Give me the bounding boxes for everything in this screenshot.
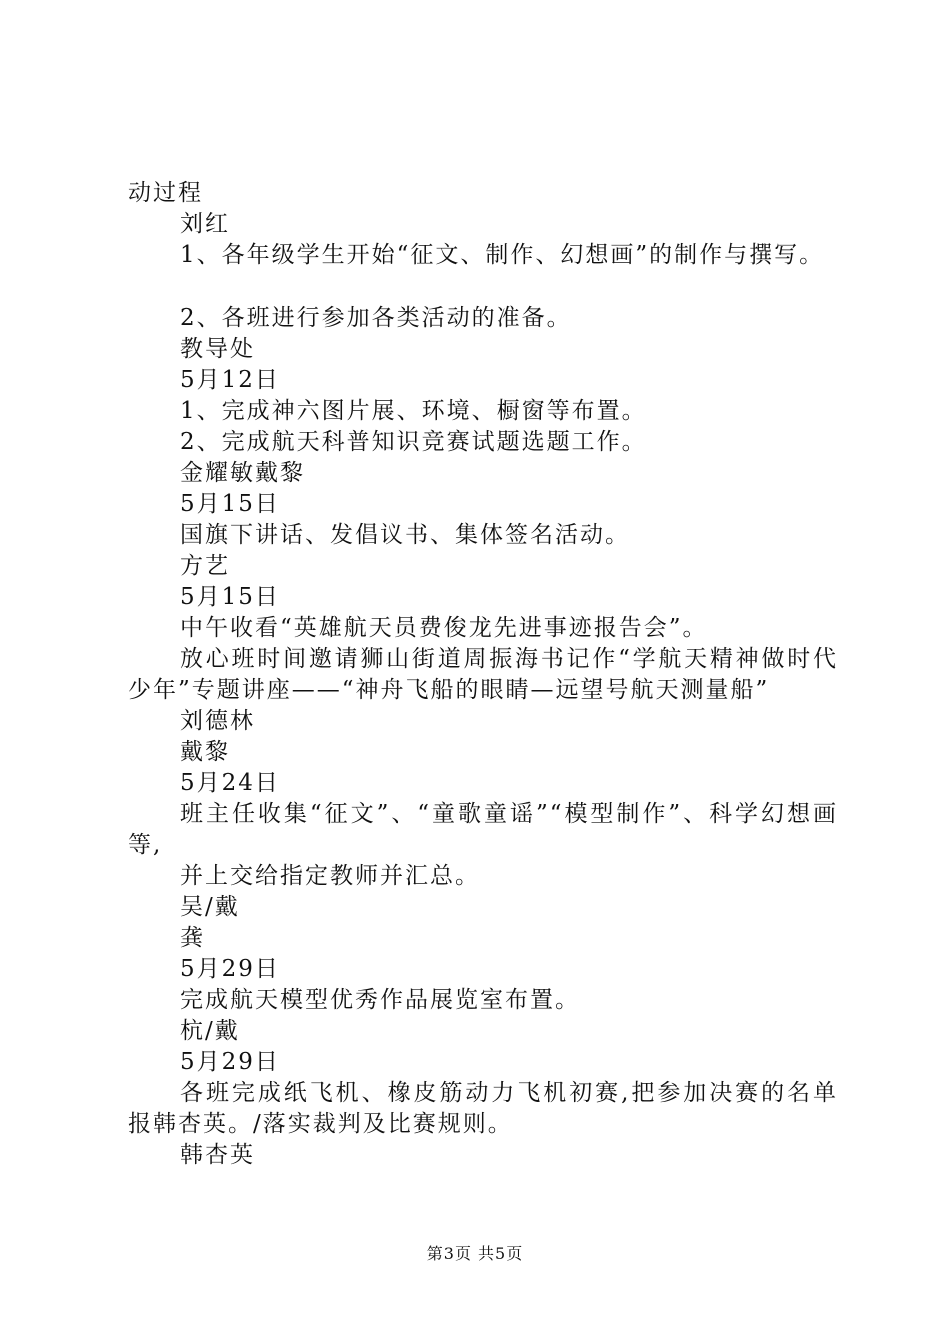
text-line: 完成航天模型优秀作品展览室布置。 bbox=[180, 987, 580, 1013]
text-line: 1、各年级学生开始“征文、制作、幻想画”的制作与撰写。 bbox=[180, 242, 825, 268]
text-line: 教导处 bbox=[180, 336, 255, 362]
text-line: 5月15日 bbox=[180, 491, 280, 517]
document-body bbox=[128, 178, 838, 1171]
text-line: 并上交给指定教师并汇总。 bbox=[180, 863, 480, 889]
page-number-footer: 第3页 共5页 bbox=[426, 1244, 524, 1263]
text-line: 1、完成神六图片展、环境、橱窗等布置。 bbox=[180, 398, 647, 424]
text-line: 5月29日 bbox=[180, 956, 280, 982]
text-line: 5月29日 bbox=[180, 1049, 280, 1075]
text-line: 戴黎 bbox=[180, 739, 230, 765]
text-line: 中午收看“英雄航天员费俊龙先进事迹报告会”。 bbox=[180, 615, 708, 641]
text-line: 动过程 bbox=[128, 180, 203, 206]
text-line: 韩杏英 bbox=[180, 1142, 255, 1168]
text-paragraph: 放心班时间邀请狮山街道周振海书记作“学航天精神做时代少年”专题讲座——“神舟飞船的眼睛—远望号航天测量船” bbox=[128, 646, 838, 703]
text-paragraph: 各班完成纸飞机、橡皮筋动力飞机初赛,把参加决赛的名单报韩杏英。/落实裁判及比赛规则。 bbox=[128, 1080, 838, 1137]
text-line: 5月12日 bbox=[180, 367, 280, 393]
blank-line bbox=[128, 271, 838, 303]
text-line: 金耀敏戴黎 bbox=[180, 460, 305, 486]
text-line: 2、完成航天科普知识竞赛试题选题工作。 bbox=[180, 429, 647, 455]
text-line: 杭/戴 bbox=[180, 1018, 240, 1044]
text-line: 国旗下讲话、发倡议书、集体签名活动。 bbox=[180, 522, 630, 548]
text-line: 5月15日 bbox=[180, 584, 280, 610]
text-line: 5月24日 bbox=[180, 770, 280, 796]
text-paragraph: 班主任收集“征文”、“童歌童谣”“模型制作”、科学幻想画等, bbox=[128, 801, 838, 858]
text-line: 2、各班进行参加各类活动的准备。 bbox=[180, 305, 572, 331]
text-line: 刘红 bbox=[180, 211, 230, 237]
text-line: 龚 bbox=[180, 925, 205, 951]
text-line: 刘德林 bbox=[180, 708, 255, 734]
text-line: 吴/戴 bbox=[180, 894, 240, 920]
text-line: 方艺 bbox=[180, 553, 230, 579]
